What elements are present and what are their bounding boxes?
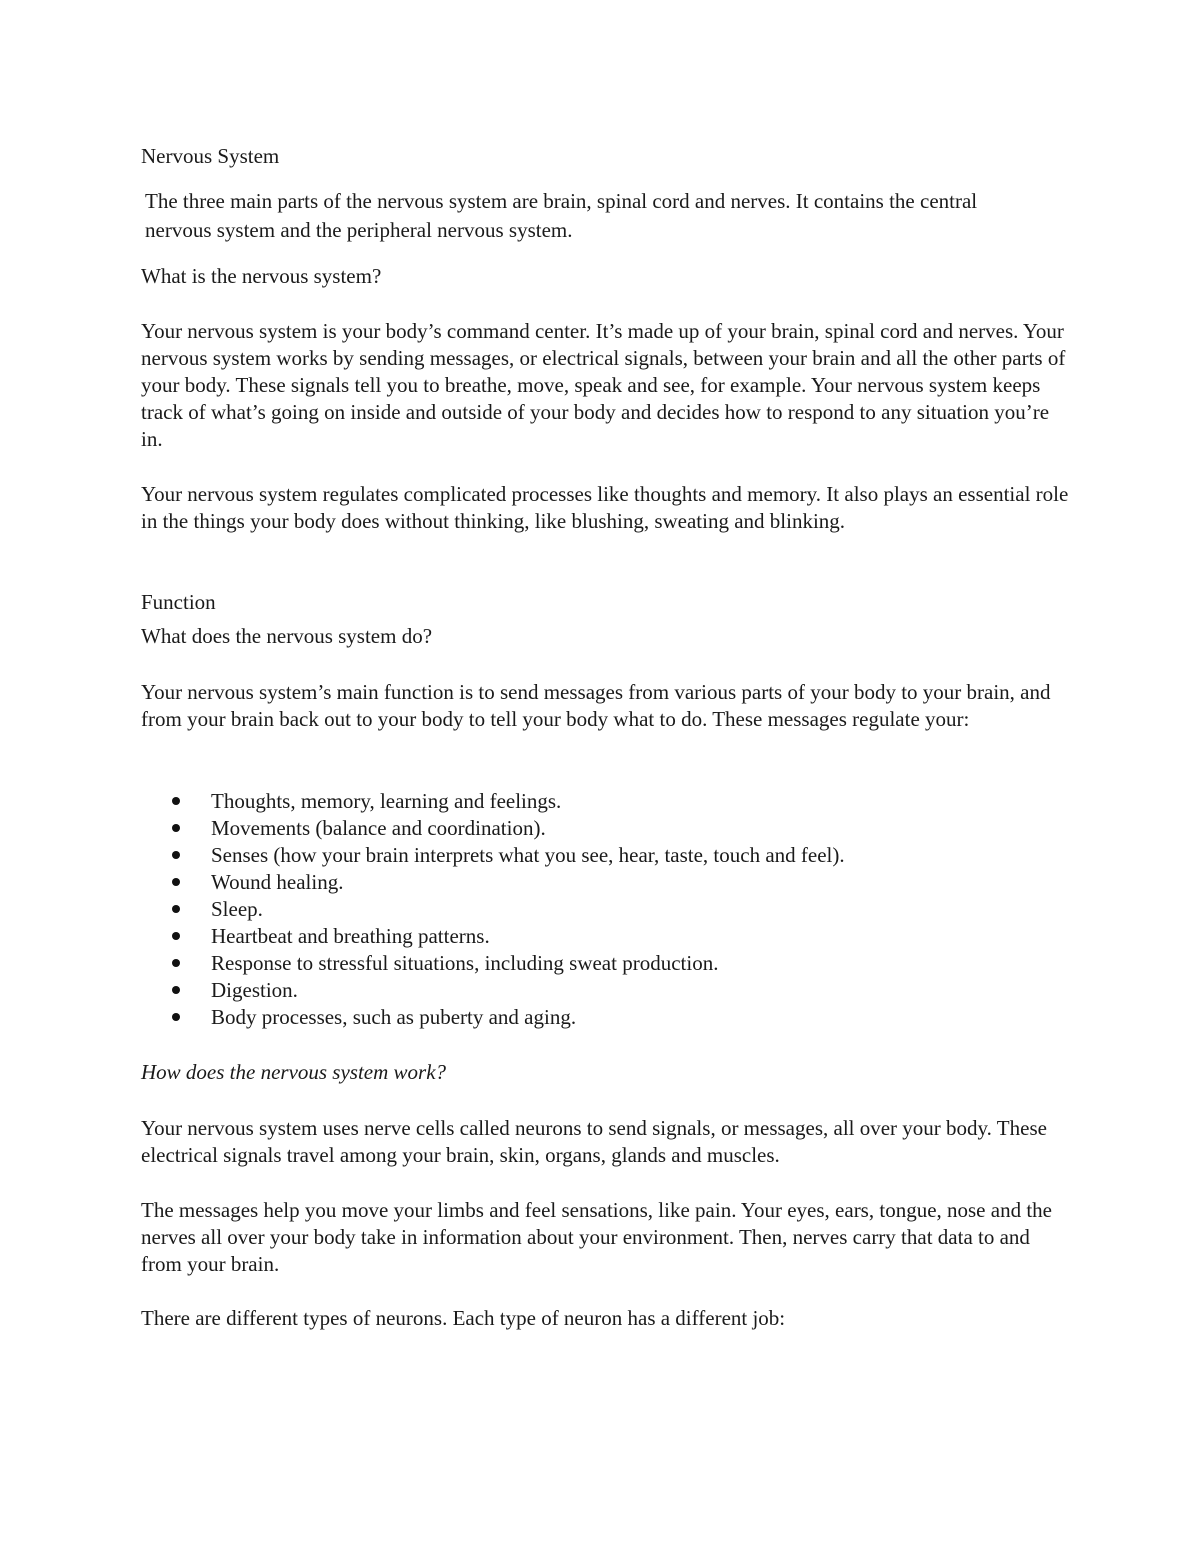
list-item xyxy=(172,977,1052,1004)
list-item-text: Heartbeat and breathing patterns. xyxy=(211,924,490,948)
question-what-is: What is the nervous system? xyxy=(141,264,382,288)
bullet-icon xyxy=(172,1013,180,1021)
list-item-text: Wound healing. xyxy=(211,870,344,894)
list-item-text: Thoughts, memory, learning and feelings. xyxy=(211,789,562,813)
bullet-icon xyxy=(172,878,180,886)
list-item-text: Digestion. xyxy=(211,978,298,1002)
list-item xyxy=(172,923,1052,950)
paragraph-main-function: Your nervous system’s main function is to send messages from various parts of your body to your brain, and from your brain back out to your body to tell your body what to do. These messages regulate your: xyxy=(141,680,1051,731)
bullet-icon xyxy=(172,851,180,859)
list-item xyxy=(172,788,1052,815)
list-item xyxy=(172,869,1052,896)
list-item xyxy=(172,950,1052,977)
regulation-list xyxy=(172,788,1052,1031)
list-item-text: Body processes, such as puberty and aging. xyxy=(211,1005,577,1029)
bullet-icon xyxy=(172,986,180,994)
list-item-text: Response to stressful situations, including sweat production. xyxy=(211,951,719,975)
bullet-icon xyxy=(172,824,180,832)
paragraph-regulates: Your nervous system regulates complicated processes like thoughts and memory. It also plays an essential role in the things your body does without thinking, like blushing, sweating and blinking. xyxy=(141,482,1069,533)
question-how-does: How does the nervous system work? xyxy=(141,1060,447,1084)
bullet-icon xyxy=(172,932,180,940)
bullet-icon xyxy=(172,959,180,967)
section-heading-function: Function xyxy=(141,590,216,614)
list-item xyxy=(172,1004,1052,1031)
list-item xyxy=(172,815,1052,842)
intro-paragraph: The three main parts of the nervous system are brain, spinal cord and nerves. It contains the central nervous system and the peripheral nervous system. xyxy=(145,189,978,242)
question-what-does: What does the nervous system do? xyxy=(141,624,433,648)
list-item xyxy=(172,896,1052,923)
paragraph-command-center: Your nervous system is your body’s command center. It’s made up of your brain, spinal cord and nerves. Your nervous system works by sending messages, or electrical signals, between your brain and all the other parts of your body. These signals tell you to breathe, move, speak and see, for example. Your nervous system keeps track of what’s going on inside and outside of your body and decides how to respond to any situation you’re in. xyxy=(141,319,1066,451)
paragraph-neuron-types: There are different types of neurons. Each type of neuron has a different job: xyxy=(141,1306,786,1330)
document-title: Nervous System xyxy=(141,144,280,168)
list-item-text: Sleep. xyxy=(211,897,263,921)
paragraph-neurons: Your nervous system uses nerve cells called neurons to send signals, or messages, all over your body. These electrical signals travel among your brain, skin, organs, glands and muscles. xyxy=(141,1116,1047,1167)
paragraph-messages: The messages help you move your limbs and feel sensations, like pain. Your eyes, ears, tongue, nose and the nerves all over your body take in information about your environment. Then, nerves carry that data to and from your brain. xyxy=(141,1198,1052,1276)
bullet-icon xyxy=(172,905,180,913)
list-item xyxy=(172,842,1052,869)
list-item-text: Senses (how your brain interprets what you see, hear, taste, touch and feel). xyxy=(211,843,845,867)
list-item-text: Movements (balance and coordination). xyxy=(211,816,546,840)
bullet-icon xyxy=(172,797,180,805)
